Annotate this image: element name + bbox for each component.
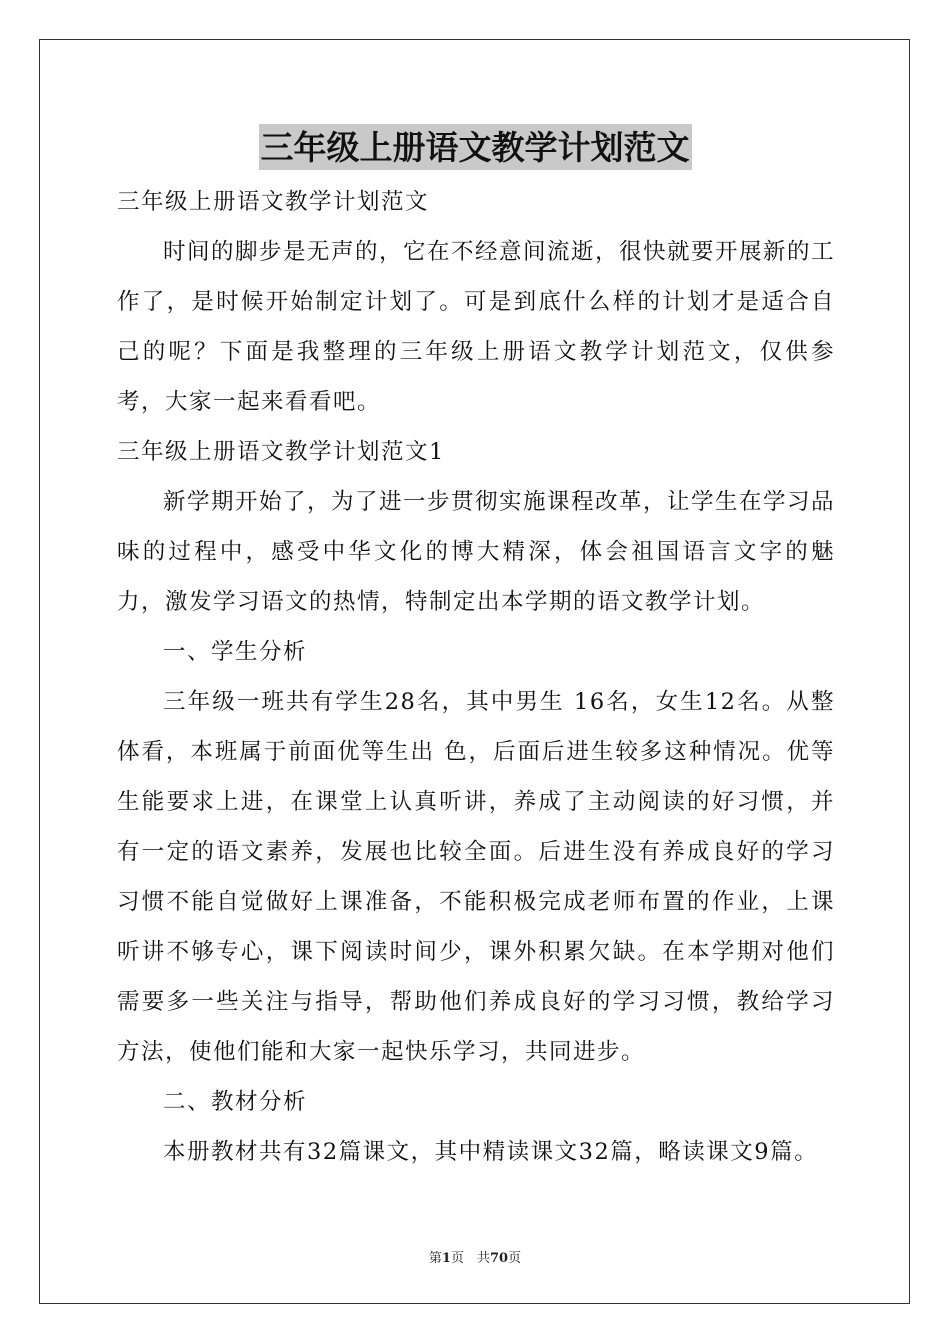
intro-paragraph: 时间的脚步是无声的，它在不经意间流逝，很快就要开展新的工作了，是时候开始制定计划了。可是到底什么样的计划才是适合自己的呢？下面是我整理的三年级上册语文教学计划范文，仅供参考，大家一起来看看吧。	[117, 239, 836, 415]
title-container	[0, 124, 950, 170]
document-body	[117, 177, 835, 1177]
page-current: 1	[441, 1251, 451, 1266]
section1-paragraph: 新学期开始了，为了进一步贯彻实施课程改革，让学生在学习品味的过程中，感受中华文化的博大精深，体会祖国语言文字的魅力，激发学习语文的热情，特制定出本学期的语文教学计划。	[117, 489, 836, 615]
textbook-heading: 二、教材分析	[163, 1089, 308, 1115]
page-label-mid: 页 共	[450, 1251, 490, 1266]
page-footer	[0, 1247, 950, 1266]
students-heading: 一、学生分析	[163, 639, 308, 665]
document-title: 三年级上册语文教学计划范文	[259, 124, 692, 170]
document-subtitle: 三年级上册语文教学计划范文	[117, 189, 430, 215]
textbook-paragraph: 本册教材共有32篇课文，其中精读课文32篇，略读课文9篇。	[163, 1139, 819, 1165]
section1-heading: 三年级上册语文教学计划范文1	[117, 439, 445, 465]
page-label-prefix: 第	[428, 1251, 442, 1266]
students-paragraph: 三年级一班共有学生28名，其中男生 16名，女生12名。从整体看，本班属于前面优等生出 色，后面后进生较多这种情况。优等生能要求上进，在课堂上认真听讲，养成了主动阅读的好习惯，并有一定的语文素养，发展也比较全面。后进生没有养成良好的学习习惯不能自觉做好上课准备，不能积极完成老师布置的作业，上课听讲不够专心，课下阅读时间少，课外积累欠缺。在本学期对他们需要多一些关注与指导，帮助他们养成良好的学习习惯，教给学习方法，使他们能和大家一起快乐学习，共同进步。	[117, 689, 835, 1065]
page-label-suffix: 页	[508, 1251, 522, 1266]
page-total: 70	[489, 1251, 509, 1266]
